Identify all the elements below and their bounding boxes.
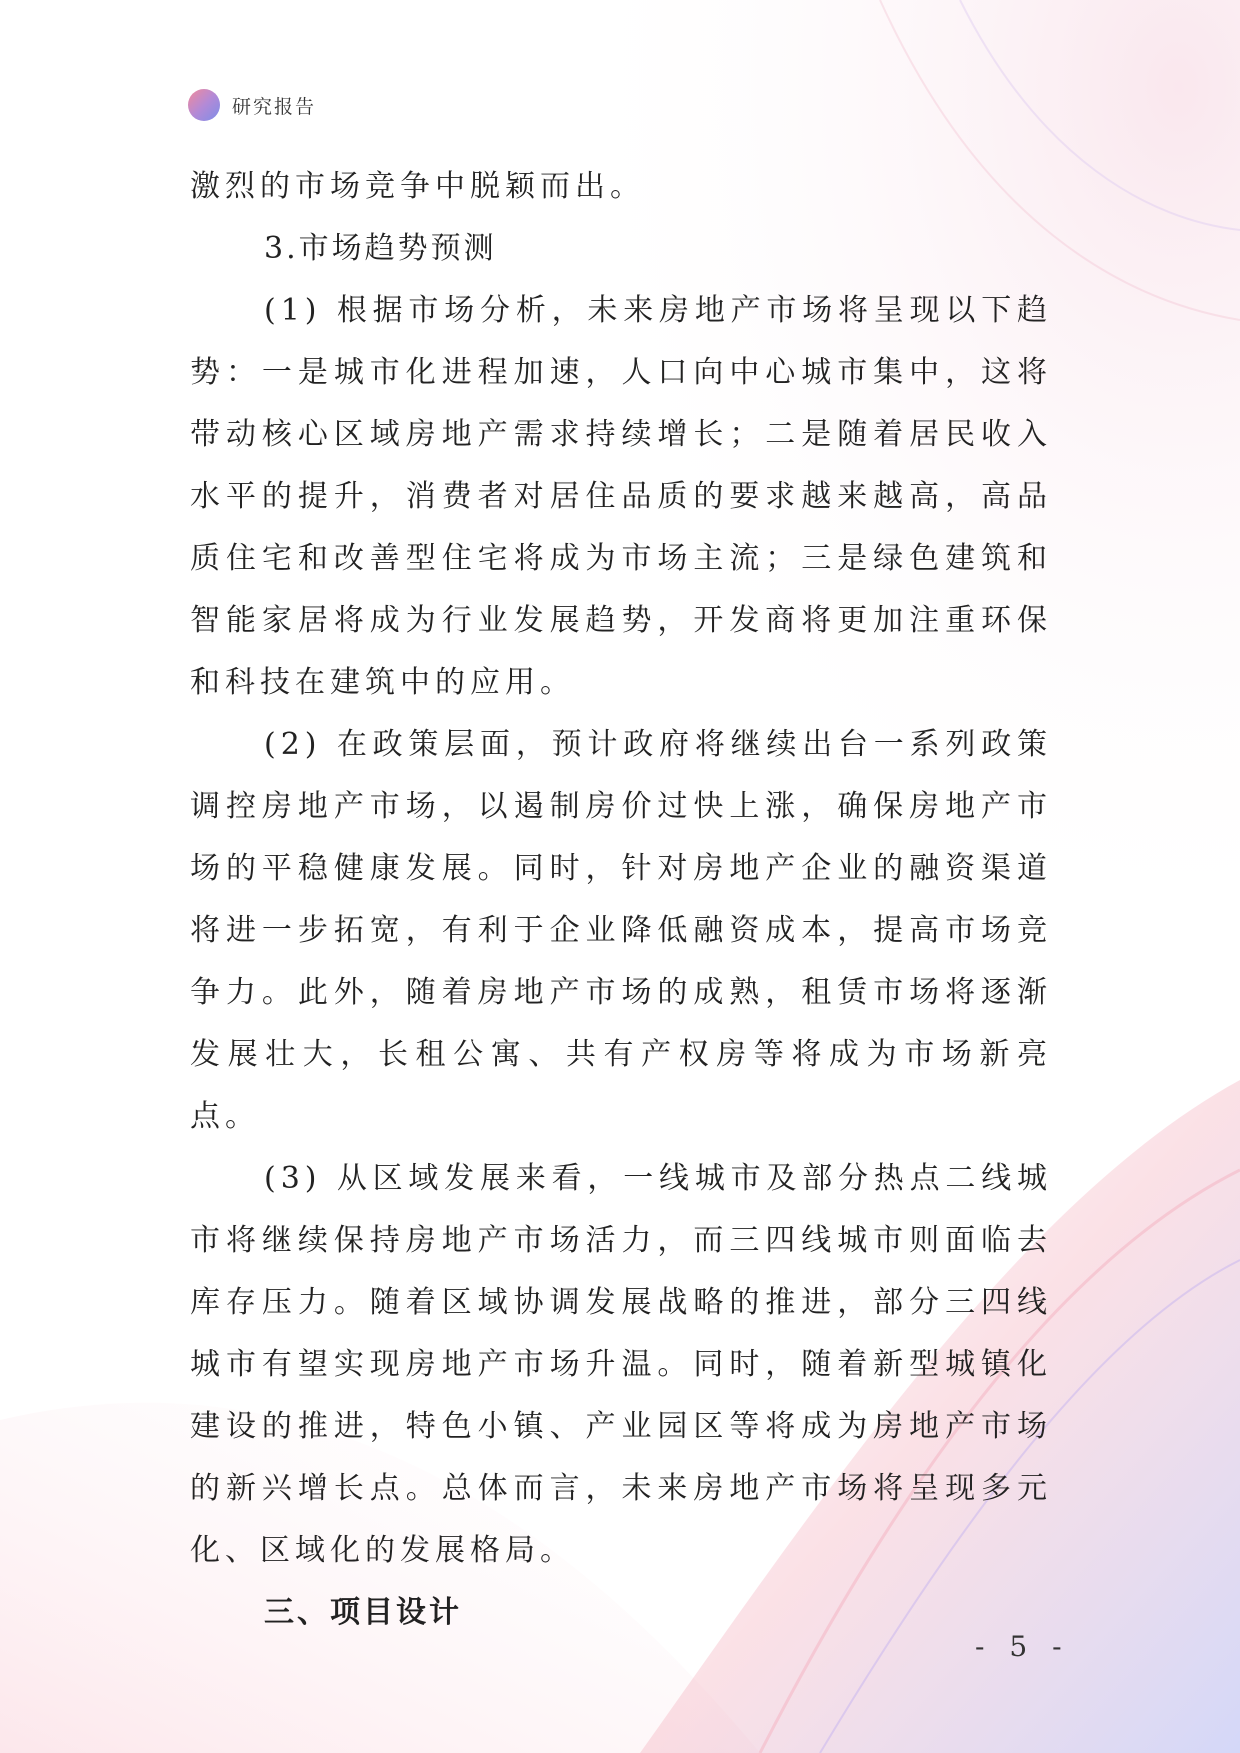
section-heading-market-trend: 3.市场趋势预测 (264, 231, 497, 266)
paragraph-3: (3) 从区域发展来看，一线城市及部分热点二线城市将继续保持房地产市场活力，而三四线城市则面临去库存压力。随着区域协调发展战略的推进，部分三四线城市有望实现房地产市场升温。同时，随着新型城镇化建设的推进，特色小镇、产业园区等将成为房地产市场的新兴增长点。总体而言，未来房地产市场将呈现多元化、区域化的发展格局。 (190, 1161, 1052, 1568)
header-title: 研究报告 (232, 95, 317, 118)
logo-circle-icon (188, 89, 220, 121)
paragraph-continuation: 激烈的市场竞争中脱颖而出。 (190, 169, 645, 204)
paragraph-2: (2) 在政策层面，预计政府将继续出台一系列政策调控房地产市场，以遏制房价过快上涨，确保房地产市场的平稳健康发展。同时，针对房地产企业的融资渠道将进一步拓宽，有利于企业降低融资成本，提高市场竞争力。此外，随着房地产市场的成熟，租赁市场将逐渐发展壮大，长租公寓、共有产权房等将成为市场新亮点。 (190, 727, 1052, 1134)
report-header (188, 88, 316, 122)
page-number: - 5 - (975, 1630, 1070, 1663)
section-heading-project-design: 三、项目设计 (264, 1595, 462, 1630)
document-body (190, 156, 1052, 1644)
paragraph-1: (1) 根据市场分析，未来房地产市场将呈现以下趋势：一是城市化进程加速，人口向中心城市集中，这将带动核心区域房地产需求持续增长；二是随着居民收入水平的提升，消费者对居住品质的要求越来越高，高品质住宅和改善型住宅将成为市场主流；三是绿色建筑和智能家居将成为行业发展趋势，开发商将更加注重环保和科技在建筑中的应用。 (190, 293, 1052, 700)
